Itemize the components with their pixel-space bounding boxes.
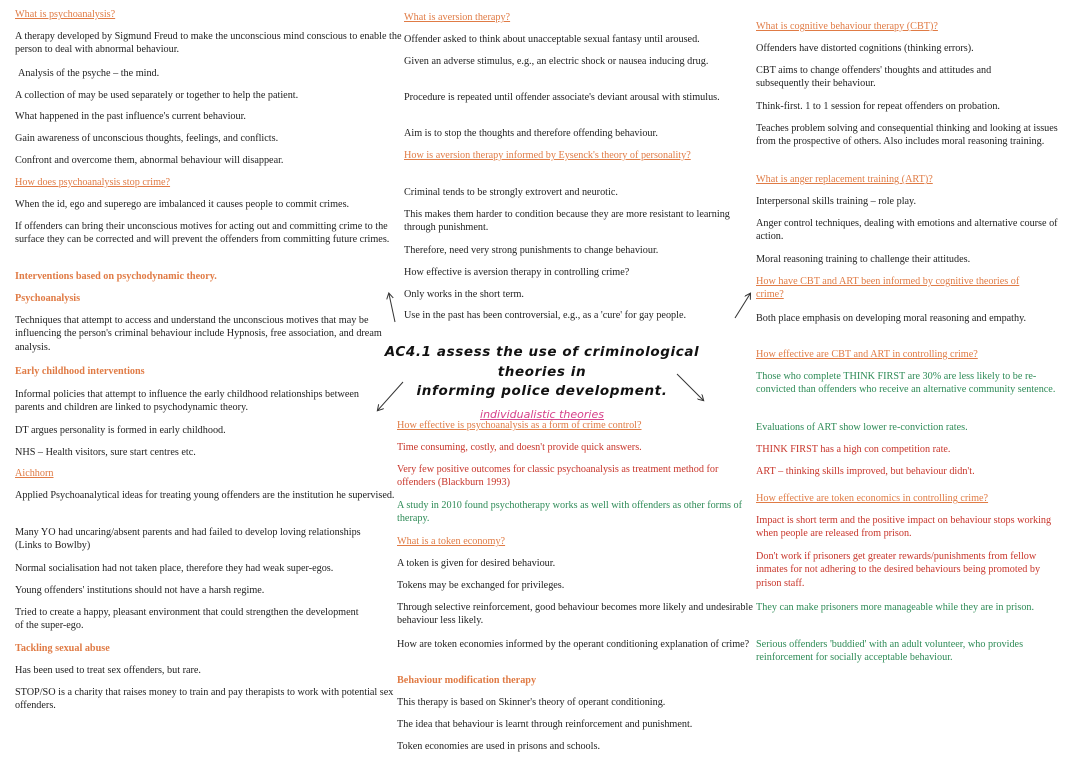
text-block: Impact is short term and the positive impact on behaviour stops working when people are released from prison. [756,515,1052,540]
text-block: Aim is to stop the thoughts and therefore offending behaviour. [404,128,658,139]
text-block: Confront and overcome them, abnormal behaviour will disappear. [15,155,284,166]
heading-token-economy: What is a token economy? [397,536,506,547]
heading-what-is-aversion-therapy: What is aversion therapy? [404,12,511,23]
text-block: NHS – Health visitors, sure start centres etc. [15,447,196,458]
text-block: Applied Psychoanalytical ideas for treating young offenders are the institution he supervised. [15,490,395,501]
heading-psychoanalysis-effectiveness: How effective is psychoanalysis as a form of crime control? [397,420,642,431]
heading-eysenck: How is aversion therapy informed by Eysenck's theory of personality? [404,150,691,161]
text-block: Only works in the short term. [404,289,524,300]
heading-what-is-art: What is anger replacement training (ART)? [756,174,933,185]
text-block: Many YO had uncaring/absent parents and had failed to develop loving relationships (Links to Bowlby) [15,527,361,552]
text-block: Therefore, need very strong punishments to change behaviour. [404,245,659,256]
text-block: Offenders have distorted cognitions (thinking errors). [756,43,974,54]
text-block: Analysis of the psyche – the mind. [18,68,160,79]
text-block: If offenders can bring their unconscious motives for acting out and committing crime to the surface they can be corrected and will prevent the offenders from committing future crimes. [15,221,390,246]
page-subtitle: individualistic theories [480,407,604,421]
page-title [352,343,732,402]
text-block: How are token economies informed by the operant conditioning explanation of crime? [397,639,750,650]
heading-token-economics-effectiveness: How effective are token economics in controlling crime? [756,493,989,504]
text-block: Young offenders' institutions should not have a harsh regime. [15,585,265,596]
text-block: Teaches problem solving and consequential thinking and looking at issues from the prospective of others. Also includes moral reasoning training. [756,123,1058,148]
text-block: Very few positive outcomes for classic psychoanalysis as treatment method for offenders (Blackburn 1993) [397,464,719,489]
text-block: Time consuming, costly, and doesn't provide quick answers. [397,442,642,453]
text-block: Evaluations of ART show lower re-conviction rates. [756,422,968,433]
text-block: They can make prisoners more manageable while they are in prison. [756,602,1035,613]
text-block: STOP/SO is a charity that raises money to train and pay therapists to work with potential sex offenders. [15,687,394,712]
text-block: Normal socialisation had not taken place, therefore they had weak super-egos. [15,563,334,574]
heading-early-childhood: Early childhood interventions [15,366,145,377]
text-block: Use in the past has been controversial, e.g., as a 'cure' for gay people. [404,310,687,321]
page-title-line-1: AC4.1 assess the use of criminological theories in [384,344,700,380]
text-block: Anger control techniques, dealing with emotions and alternative course of action. [756,218,1058,243]
text-block: The idea that behaviour is learnt through reinforcement and punishment. [397,719,693,730]
text-block: Those who complete THINK FIRST are 30% are less likely to be re-convicted than offenders who receive an alternative community sentence. [756,371,1056,396]
text-block: DT argues personality is formed in early childhood. [15,425,226,436]
heading-behaviour-modification: Behaviour modification therapy [397,675,537,686]
text-block: Serious offenders 'buddied' with an adult volunteer, who provides reinforcement for socially acceptable behaviour. [756,639,1024,664]
text-block: How effective is aversion therapy in controlling crime? [404,267,630,278]
heading-interventions: Interventions based on psychodynamic theory. [15,271,217,282]
text-block: Tokens may be exchanged for privileges. [397,580,565,591]
text-block: Tried to create a happy, pleasant environment that could strengthen the development of the super-ego. [15,607,359,632]
page-title-line-2: informing police development. [416,383,668,400]
text-block: Gain awareness of unconscious thoughts, feelings, and conflicts. [15,133,279,144]
text-block: Techniques that attempt to access and understand the unconscious motives that may be influencing the person's criminal behaviour include Hypnosis, free association, and dream analysis. [15,315,382,353]
text-block: Both place emphasis on developing moral reasoning and empathy. [756,313,1027,324]
text-block: CBT aims to change offenders' thoughts and attitudes and subsequently their behaviour. [756,65,992,90]
text-block: Procedure is repeated until offender associate's deviant arousal with stimulus. [404,92,720,103]
text-block: Token economies are used in prisons and schools. [397,741,600,752]
heading-psychoanalysis: Psychoanalysis [15,293,81,304]
text-block: Think-first. 1 to 1 session for repeat offenders on probation. [756,101,1000,112]
text-block: This therapy is based on Skinner's theory of operant conditioning. [397,697,666,708]
text-block: Offender asked to think about unacceptable sexual fantasy until aroused. [404,34,700,45]
text-block: A token is given for desired behaviour. [397,558,556,569]
text-block: When the id, ego and superego are imbalanced it causes people to commit crimes. [15,199,350,210]
text-block: What happened in the past influence's current behaviour. [15,111,246,122]
heading-cbt-art-effectiveness: How effective are CBT and ART in controlling crime? [756,349,978,360]
text-block: Criminal tends to be strongly extrovert and neurotic. [404,187,618,198]
text-block: Interpersonal skills training – role play. [756,196,917,207]
title-block [352,343,732,422]
text-block: A therapy developed by Sigmund Freud to make the unconscious mind conscious to enable the person to deal with abnormal behaviour. [15,31,402,56]
text-block: A study in 2010 found psychotherapy works as well with offenders as other forms of therapy. [397,500,742,525]
text-block: ART – thinking skills improved, but behaviour didn't. [756,466,975,477]
heading-tackling-sexual-abuse: Tackling sexual abuse [15,643,110,654]
heading-what-is-cbt: What is cognitive behaviour therapy (CBT)? [756,21,938,32]
text-block: Has been used to treat sex offenders, but rare. [15,665,201,676]
heading-how-does-psychoanalysis-stop-crime: How does psychoanalysis stop crime? [15,177,171,188]
text-block: Don't work if prisoners get greater rewards/punishments from fellow inmates for not adhering to the desired behaviours being promoted by prison staff. [756,551,1041,589]
text-block: This makes them harder to condition because they are more resistant to learning through punishment. [404,209,730,234]
text-block: Informal policies that attempt to influence the early childhood relationships between parents and children are linked to psychodynamic theory. [15,389,360,414]
text-block: Moral reasoning training to challenge their attitudes. [756,254,971,265]
heading-aichhorn: Aichhorn [15,468,54,479]
text-block: Given an adverse stimulus, e.g., an electric shock or nausea inducing drug. [404,56,709,67]
text-block: THINK FIRST has a high con competition rate. [756,444,951,455]
heading-what-is-psychoanalysis: What is psychoanalysis? [15,9,116,20]
heading-cbt-art-informed: How have CBT and ART been informed by cognitive theories of crime? [756,276,1020,301]
text-block: Through selective reinforcement, good behaviour becomes more likely and undesirable behaviour less likely. [397,602,753,627]
text-block: A collection of may be used separately or together to help the patient. [15,90,299,101]
